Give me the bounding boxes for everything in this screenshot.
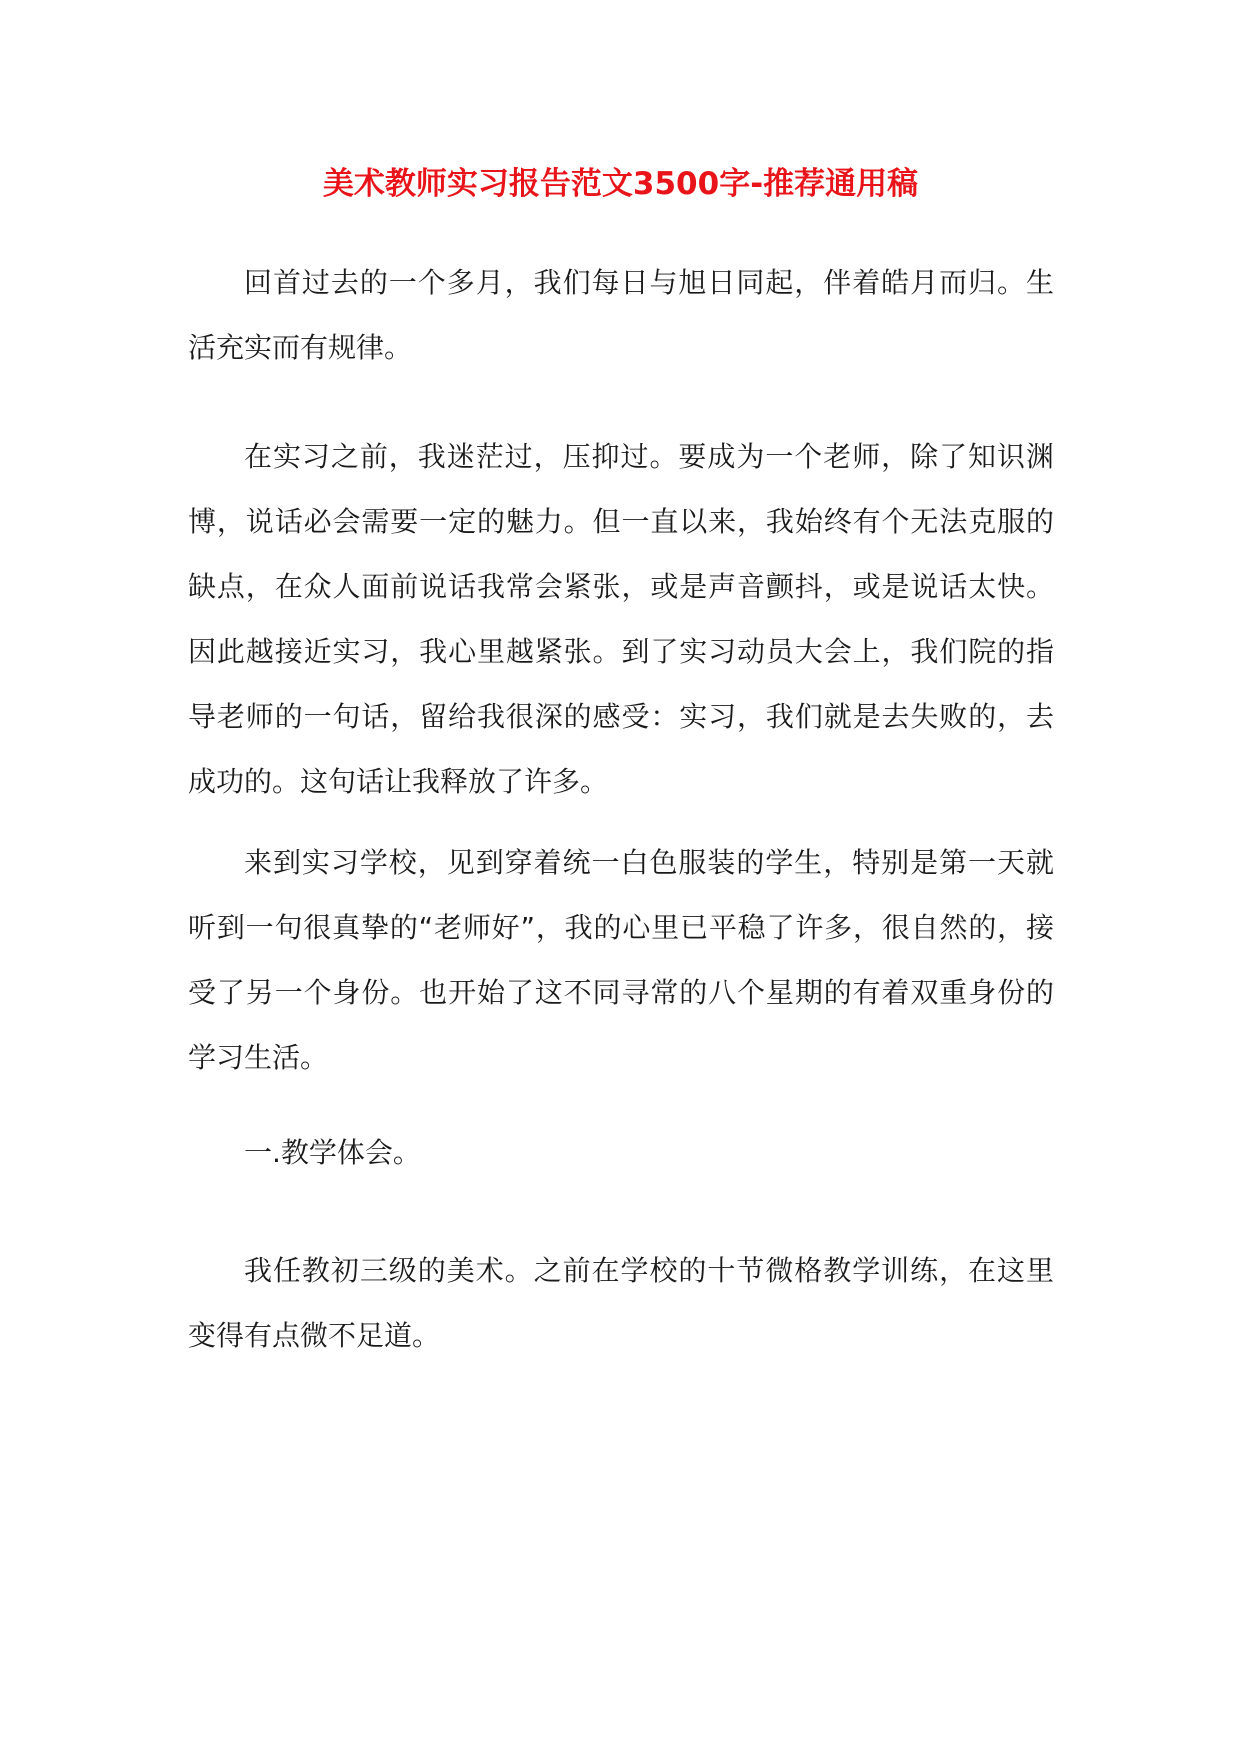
section-heading: 一.教学体会。 (244, 1136, 421, 1169)
paragraph-3: 来到实习学校，见到穿着统一白色服装的学生，特别是第一天就听到一句很真挚的“老师好”，我的心里已平稳了许多，很自然的，接受了另一个身份。也开始了这不同寻常的八个星期的有着双重身份的学习生活。 (188, 846, 1054, 1074)
document-title: 美术教师实习报告范文3500字-推荐通用稿 (322, 166, 919, 202)
paragraph-1: 回首过去的一个多月，我们每日与旭日同起，伴着皓月而归。生活充实而有规律。 (188, 266, 1054, 364)
paragraph-4: 我任教初三级的美术。之前在学校的十节微格教学训练，在这里变得有点微不足道。 (188, 1254, 1054, 1352)
paragraph-2: 在实习之前，我迷茫过，压抑过。要成为一个老师，除了知识渊博，说话必会需要一定的魅力。但一直以来，我始终有个无法克服的缺点，在众人面前说话我常会紧张，或是声音颤抖，或是说话太快。因此越接近实习，我心里越紧张。到了实习动员大会上，我们院的指导老师的一句话，留给我很深的感受：实习，我们就是去失败的，去成功的。这句话让我释放了许多。 (188, 440, 1054, 798)
